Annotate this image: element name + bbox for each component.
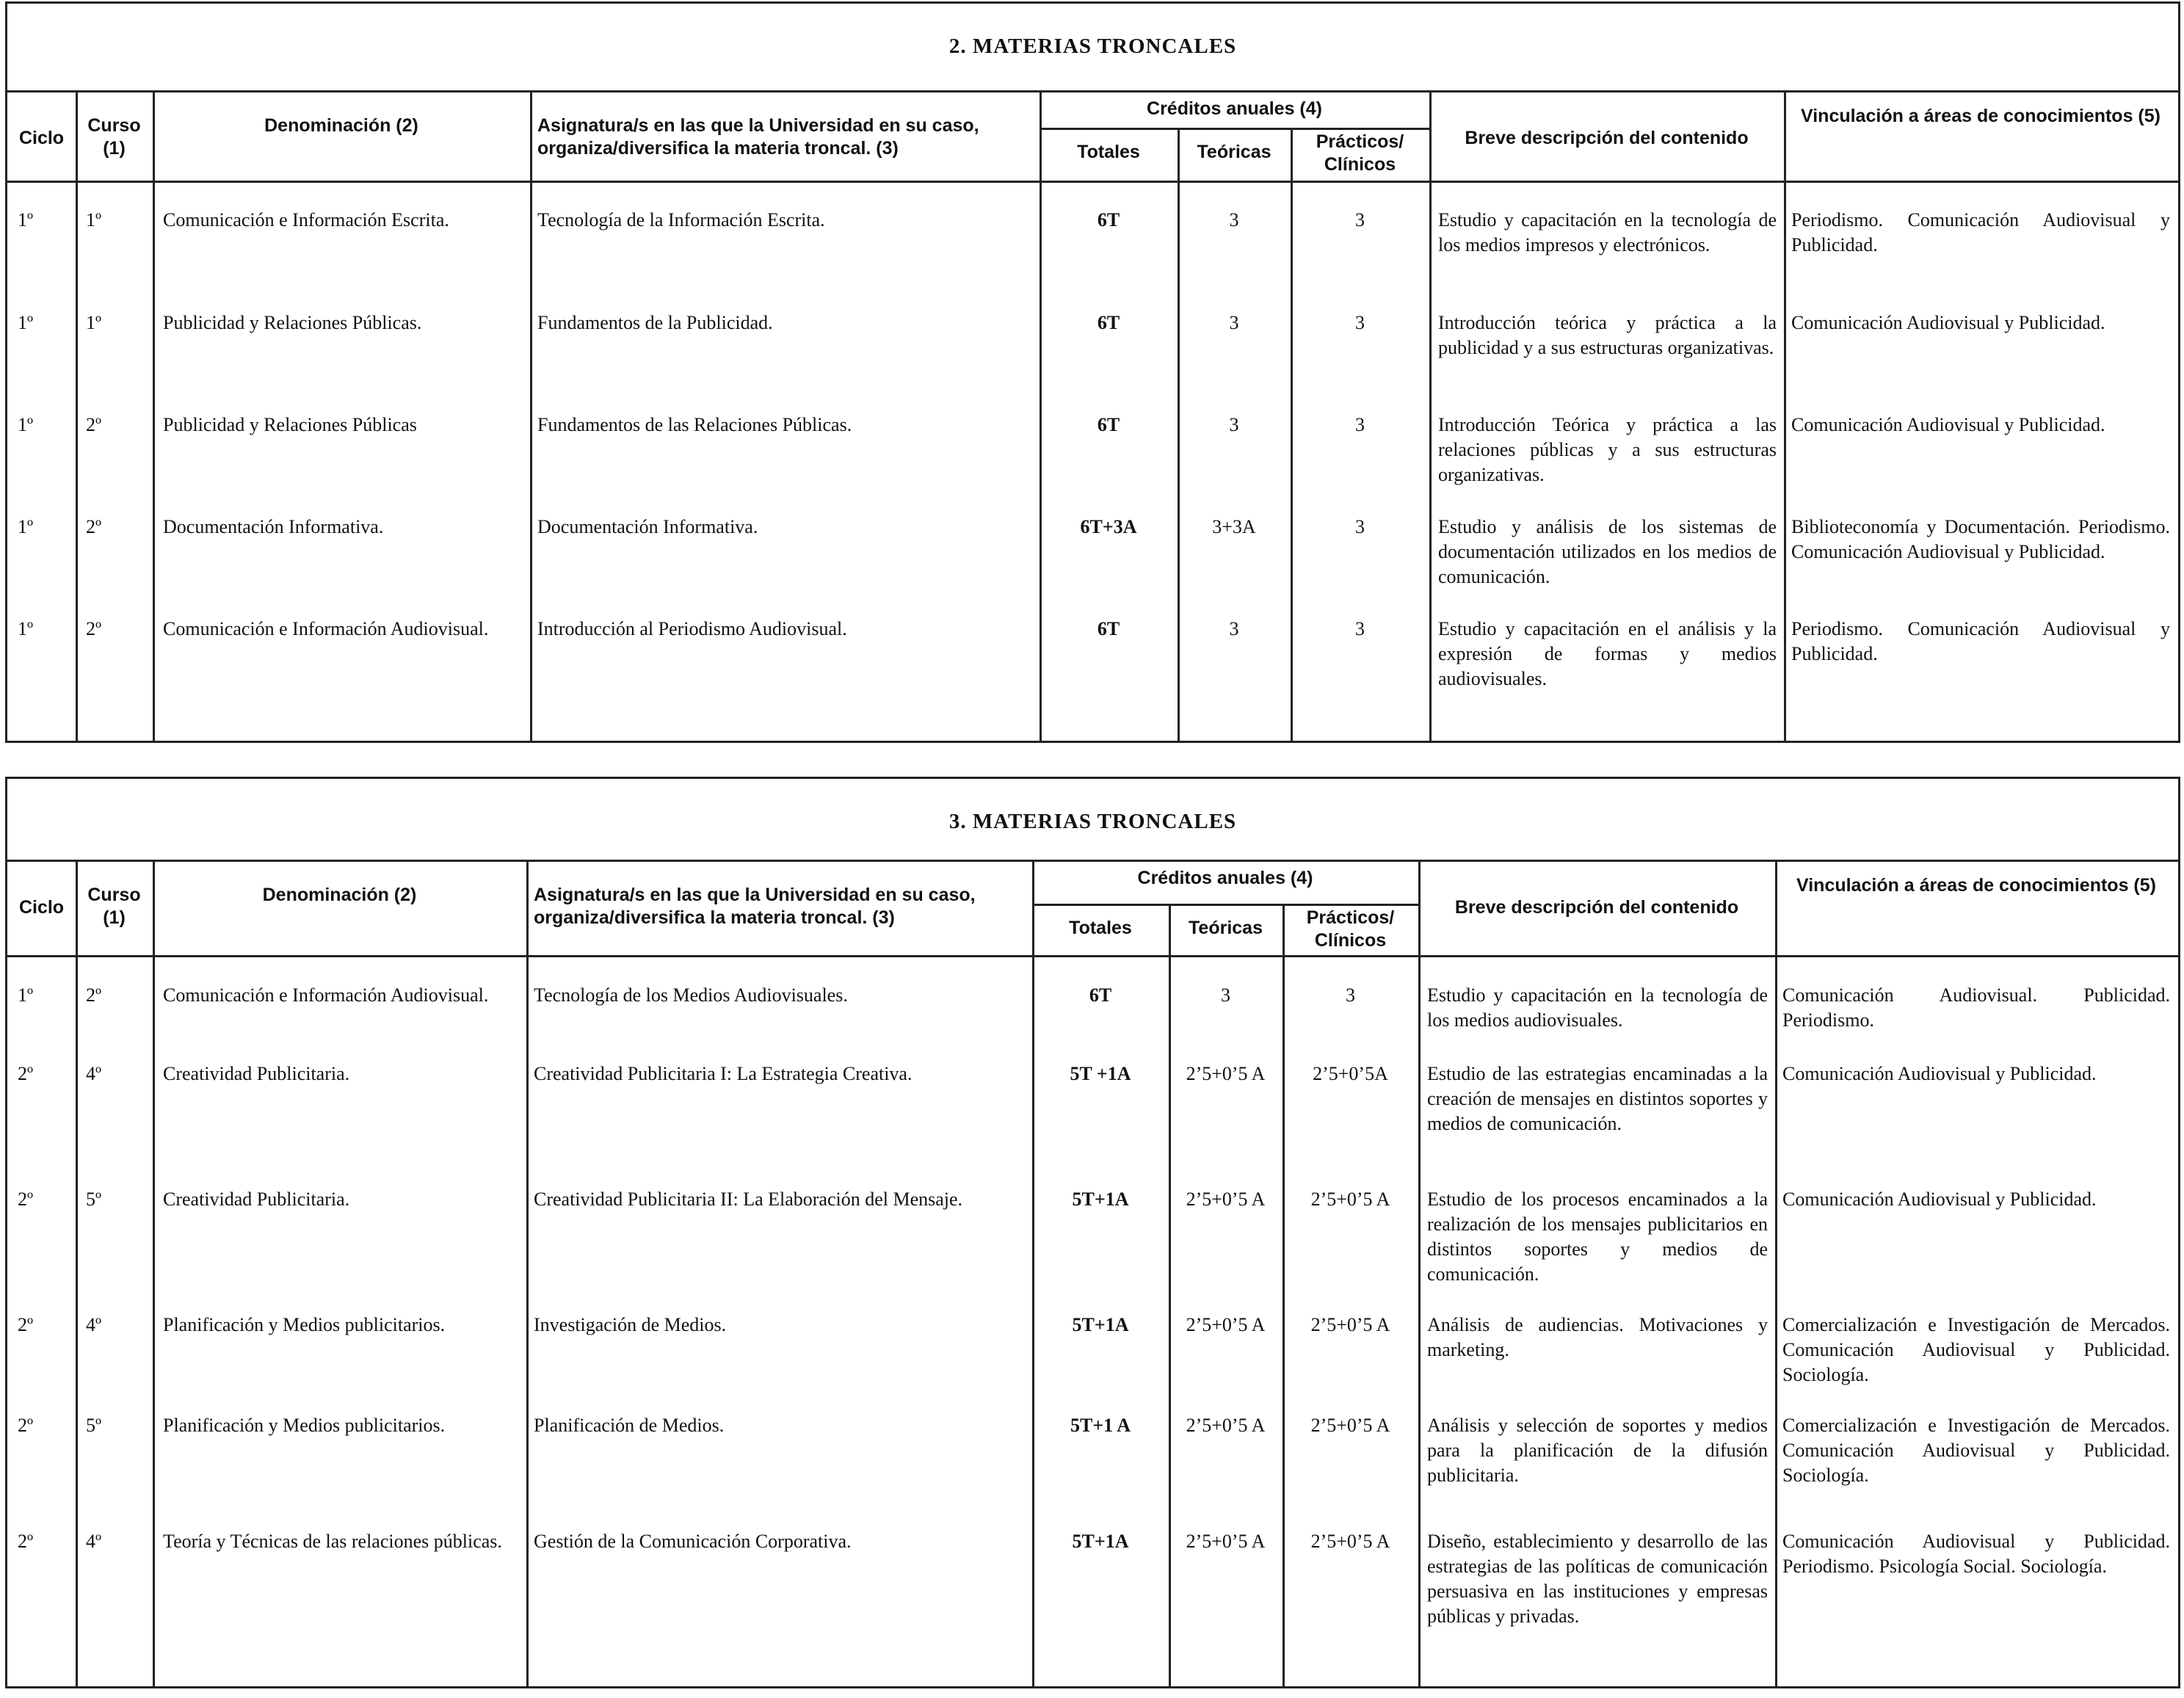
cell-teoricas: 3	[1229, 312, 1239, 333]
cell-practicos: 3	[1355, 414, 1365, 435]
cell-totales: 5T+1A	[1072, 1314, 1129, 1335]
column-divider	[153, 860, 155, 1686]
column-divider	[526, 860, 529, 1686]
cell-curso: 1º	[86, 312, 102, 333]
cell-denominacion: Creatividad Publicitaria.	[163, 1063, 350, 1084]
cell-teoricas: 3	[1229, 414, 1239, 435]
cell-descripcion: Estudio y análisis de los sistemas de documentación utilizados en los medios de comunicación.	[1438, 516, 1777, 587]
cell-asignatura: Fundamentos de la Publicidad.	[537, 312, 773, 333]
cell-totales: 6T	[1097, 312, 1120, 333]
header-ciclo: Ciclo	[18, 897, 65, 918]
cell-denominacion: Teoría y Técnicas de las relaciones públicas.	[163, 1531, 502, 1552]
cell-totales: 6T	[1097, 209, 1120, 231]
cell-practicos: 3	[1355, 209, 1365, 231]
cell-practicos: 2’5+0’5A	[1313, 1063, 1388, 1084]
cell-teoricas: 3	[1229, 618, 1239, 639]
cell-descripcion: Estudio y capacitación en la tecnología de los medios audiovisuales.	[1427, 984, 1768, 1031]
cell-vinculacion: Comercialización e Investigación de Mercados. Comunicación Audiovisual y Publicidad. Sociología.	[1782, 1415, 2170, 1486]
cell-practicos: 3	[1355, 312, 1365, 333]
cell-descripcion: Introducción Teórica y práctica a las relaciones públicas y a sus estructuras organizativas.	[1438, 414, 1777, 485]
cell-totales: 6T+3A	[1080, 516, 1137, 537]
cell-teoricas: 3+3A	[1212, 516, 1256, 537]
cell-teoricas: 2’5+0’5 A	[1186, 1189, 1266, 1210]
cell-denominacion: Publicidad y Relaciones Públicas	[163, 414, 417, 435]
cell-teoricas: 2’5+0’5 A	[1186, 1531, 1266, 1552]
cell-descripcion: Estudio de las estrategias encaminadas a la creación de mensajes en distintos soportes y medios de comunicación.	[1427, 1063, 1768, 1134]
cell-ciclo: 1º	[18, 414, 34, 435]
table-title: 2. MATERIAS TRONCALES	[948, 35, 1237, 58]
cell-asignatura: Introducción al Periodismo Audiovisual.	[537, 618, 847, 639]
cell-descripcion: Análisis de audiencias. Motivaciones y marketing.	[1427, 1314, 1768, 1360]
column-divider	[1429, 90, 1432, 741]
cell-denominacion: Comunicación e Información Escrita.	[163, 209, 449, 231]
header-teoricas: Teóricas	[1189, 918, 1263, 938]
header-descripcion: Breve descripción del contenido	[1465, 128, 1749, 148]
cell-denominacion: Documentación Informativa.	[163, 516, 384, 537]
cell-teoricas: 2’5+0’5 A	[1186, 1314, 1266, 1335]
table-title: 3. MATERIAS TRONCALES	[948, 810, 1237, 833]
cell-asignatura: Planificación de Medios.	[534, 1415, 725, 1436]
cell-denominacion: Creatividad Publicitaria.	[163, 1189, 350, 1210]
header-ciclo: Ciclo	[18, 128, 65, 148]
cell-asignatura: Investigación de Medios.	[534, 1314, 727, 1335]
cell-vinculacion: Comunicación Audiovisual y Publicidad. Periodismo. Psicología Social. Sociología.	[1782, 1531, 2170, 1577]
cell-denominacion: Comunicación e Información Audiovisual.	[163, 984, 489, 1006]
cell-totales: 6T	[1089, 984, 1112, 1006]
cell-ciclo: 2º	[18, 1531, 34, 1552]
column-divider	[1169, 904, 1171, 1686]
header-totales: Totales	[1069, 918, 1132, 938]
cell-curso: 4º	[86, 1063, 102, 1084]
cell-asignatura: Fundamentos de las Relaciones Públicas.	[537, 414, 852, 435]
cell-totales: 5T+1A	[1072, 1189, 1129, 1210]
cell-ciclo: 1º	[18, 618, 34, 639]
cell-ciclo: 2º	[18, 1415, 34, 1436]
cell-ciclo: 2º	[18, 1189, 34, 1210]
cell-practicos: 2’5+0’5 A	[1310, 1189, 1390, 1210]
cell-totales: 5T+1A	[1072, 1531, 1129, 1552]
cell-curso: 4º	[86, 1531, 102, 1552]
cell-teoricas: 3	[1229, 209, 1239, 231]
cell-curso: 4º	[86, 1314, 102, 1335]
cell-vinculacion: Comunicación Audiovisual y Publicidad.	[1791, 414, 2105, 435]
cell-vinculacion: Comunicación Audiovisual. Publicidad. Periodismo.	[1782, 984, 2170, 1031]
cell-practicos: 3	[1346, 984, 1355, 1006]
cell-curso: 1º	[86, 209, 102, 231]
header-denominacion: Denominación (2)	[264, 115, 418, 136]
cell-denominacion: Comunicación e Información Audiovisual.	[163, 618, 489, 639]
cell-asignatura: Creatividad Publicitaria I: La Estrategia Creativa.	[534, 1063, 913, 1084]
cell-vinculacion: Biblioteconomía y Documentación. Periodismo. Comunicación Audiovisual y Publicidad.	[1791, 516, 2170, 562]
cell-practicos: 3	[1355, 516, 1365, 537]
cell-totales: 6T	[1097, 618, 1120, 639]
cell-vinculacion: Comercialización e Investigación de Mercados. Comunicación Audiovisual y Publicidad. Sociología.	[1782, 1314, 2170, 1385]
table-3	[5, 777, 2180, 1688]
header-vinculacion: Vinculación a áreas de conocimientos (5)	[1796, 875, 2156, 896]
header-creditos: Créditos anuales (4)	[1147, 98, 1322, 119]
header-practicos: Prácticos/ Clínicos	[1316, 131, 1404, 175]
column-divider	[76, 860, 78, 1686]
cell-practicos: 2’5+0’5 A	[1310, 1415, 1390, 1436]
cell-teoricas: 2’5+0’5 A	[1186, 1415, 1266, 1436]
cell-ciclo: 1º	[18, 209, 34, 231]
cell-vinculacion: Comunicación Audiovisual y Publicidad.	[1782, 1189, 2097, 1210]
cell-asignatura: Documentación Informativa.	[537, 516, 758, 537]
cell-curso: 2º	[86, 618, 102, 639]
cell-totales: 5T +1A	[1070, 1063, 1131, 1084]
column-divider	[1775, 860, 1777, 1686]
cell-denominacion: Planificación y Medios publicitarios.	[163, 1415, 446, 1436]
column-divider	[1418, 860, 1421, 1686]
header-denominacion: Denominación (2)	[262, 885, 417, 905]
cell-ciclo: 1º	[18, 312, 34, 333]
header-creditos: Créditos anuales (4)	[1137, 868, 1313, 888]
cell-ciclo: 1º	[18, 984, 34, 1006]
title-divider	[7, 90, 2178, 92]
cell-denominacion: Publicidad y Relaciones Públicas.	[163, 312, 422, 333]
cell-asignatura: Gestión de la Comunicación Corporativa.	[534, 1531, 852, 1552]
cell-vinculacion: Comunicación Audiovisual y Publicidad.	[1791, 312, 2105, 333]
cell-curso: 2º	[86, 984, 102, 1006]
header-practicos: Prácticos/ Clínicos	[1306, 907, 1395, 951]
header-curso: Curso (1)	[87, 885, 141, 928]
cell-vinculacion: Periodismo. Comunicación Audiovisual y Publicidad.	[1791, 209, 2170, 255]
title-divider	[7, 860, 2178, 862]
header-asignatura: Asignatura/s en las que la Universidad en su caso, organiza/diversifica la materia troncal. (3)	[534, 885, 976, 928]
cell-ciclo: 2º	[18, 1314, 34, 1335]
header-divider	[7, 955, 2178, 957]
cell-curso: 2º	[86, 414, 102, 435]
cell-practicos: 3	[1355, 618, 1365, 639]
credits-subheader-divider	[1040, 128, 1429, 130]
cell-curso: 5º	[86, 1189, 102, 1210]
cell-asignatura: Creatividad Publicitaria II: La Elaboración del Mensaje.	[534, 1189, 963, 1210]
cell-totales: 6T	[1097, 414, 1120, 435]
cell-descripcion: Estudio de los procesos encaminados a la realización de los mensajes publicitarios en distintos soportes y medios de comunicación.	[1427, 1189, 1768, 1285]
header-vinculacion: Vinculación a áreas de conocimientos (5)	[1801, 106, 2161, 126]
cell-vinculacion: Comunicación Audiovisual y Publicidad.	[1782, 1063, 2097, 1084]
header-divider	[7, 181, 2178, 183]
cell-ciclo: 1º	[18, 516, 34, 537]
column-divider	[1784, 90, 1786, 741]
cell-practicos: 2’5+0’5 A	[1310, 1314, 1390, 1335]
cell-curso: 5º	[86, 1415, 102, 1436]
column-divider	[76, 90, 78, 741]
table-2	[5, 1, 2180, 743]
header-totales: Totales	[1077, 142, 1140, 162]
cell-descripcion: Análisis y selección de soportes y medios para la planificación de la difusión publicitaria.	[1427, 1415, 1768, 1486]
header-asignatura: Asignatura/s en las que la Universidad en su caso, organiza/diversifica la materia troncal. (3)	[537, 115, 979, 159]
column-divider	[530, 90, 532, 741]
cell-curso: 2º	[86, 516, 102, 537]
cell-totales: 5T+1 A	[1070, 1415, 1131, 1436]
header-descripcion: Breve descripción del contenido	[1454, 897, 1739, 918]
cell-descripcion: Estudio y capacitación en la tecnología de los medios impresos y electrónicos.	[1438, 209, 1777, 255]
cell-asignatura: Tecnología de los Medios Audiovisuales.	[534, 984, 848, 1006]
cell-asignatura: Tecnología de la Información Escrita.	[537, 209, 825, 231]
column-divider	[1283, 904, 1285, 1686]
cell-descripcion: Diseño, establecimiento y desarrollo de las estrategias de las políticas de comunicación persuasiva en las instituciones y empresas públicas y privadas.	[1427, 1531, 1768, 1627]
credits-subheader-divider	[1032, 904, 1418, 906]
column-divider	[153, 90, 155, 741]
cell-descripcion: Introducción teórica y práctica a la publicidad y a sus estructuras organizativas.	[1438, 312, 1777, 358]
cell-practicos: 2’5+0’5 A	[1310, 1531, 1390, 1552]
cell-teoricas: 2’5+0’5 A	[1186, 1063, 1266, 1084]
cell-vinculacion: Periodismo. Comunicación Audiovisual y Publicidad.	[1791, 618, 2170, 664]
cell-denominacion: Planificación y Medios publicitarios.	[163, 1314, 446, 1335]
cell-descripcion: Estudio y capacitación en el análisis y la expresión de formas y medios audiovisuales.	[1438, 618, 1777, 689]
cell-teoricas: 3	[1221, 984, 1230, 1006]
header-curso: Curso (1)	[87, 115, 141, 159]
cell-ciclo: 2º	[18, 1063, 34, 1084]
header-teoricas: Teóricas	[1197, 142, 1271, 162]
